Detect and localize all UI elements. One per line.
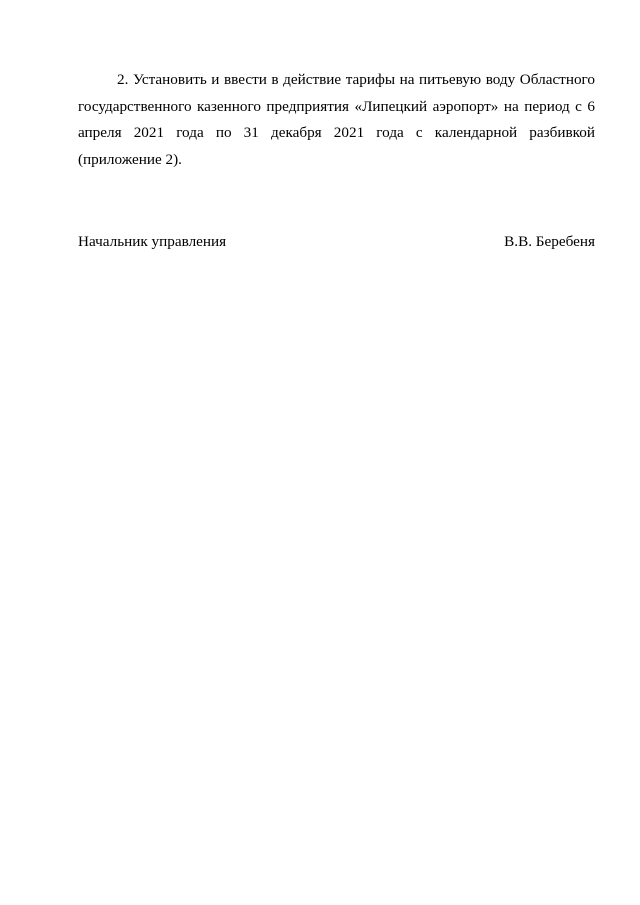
signatory-name: В.В. Беребеня xyxy=(504,233,595,250)
signature-block xyxy=(78,229,595,255)
signatory-position: Начальник управления xyxy=(78,233,227,250)
paragraph-item-2: 2. Установить и ввести в действие тарифы на питьевую воду Областного государственного казенного предприятия «Липецкий аэропорт» на период с 6 апреля 2021 года по 31 декабря 2021 года с календарной разбивкой (приложение 2). xyxy=(78,71,595,168)
